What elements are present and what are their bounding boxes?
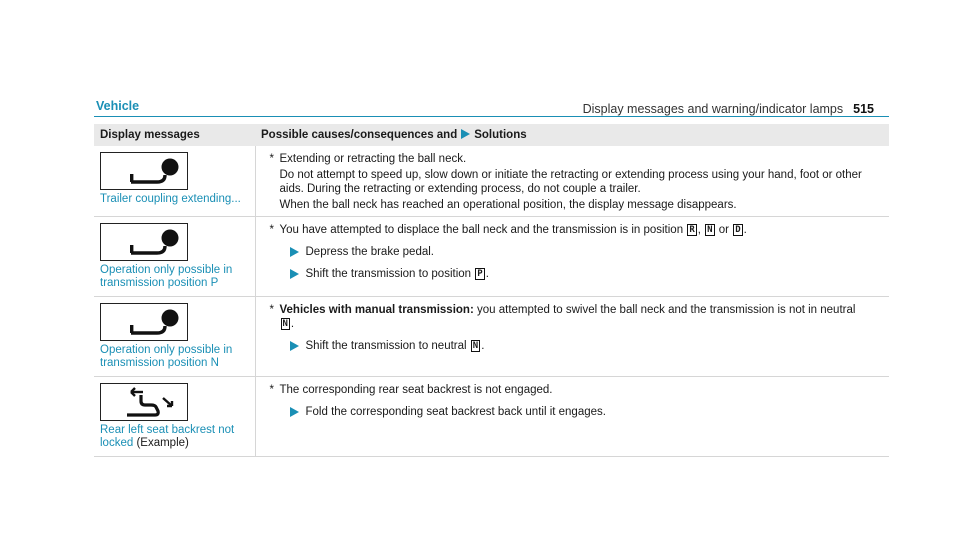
sentence-end: . — [743, 224, 747, 236]
causes-cell — [255, 146, 889, 217]
message-label-text: Rear left seat backrest not locked — [100, 424, 235, 449]
cause-star: * — [269, 384, 274, 396]
cause-block — [270, 223, 884, 237]
trailer-hitch-icon — [100, 223, 188, 261]
page-number: 515 — [853, 102, 874, 116]
causes-cell — [255, 377, 889, 457]
cause-text: You have attempted to displace the ball neck and the transmission is in position — [279, 224, 684, 236]
solution-step — [290, 339, 884, 353]
message-label-suffix: (Example) — [136, 437, 189, 449]
section-title: Vehicle — [96, 99, 140, 113]
display-message-cell — [94, 217, 255, 297]
solution-text: Shift the transmission to position — [305, 268, 472, 280]
cause-bold-lead: Vehicles with manual transmission: — [279, 304, 474, 316]
seat-backrest-icon — [100, 383, 188, 421]
message-label: Trailer coupling extending... — [100, 193, 241, 205]
section-rule — [94, 116, 889, 117]
gear-key-d: D — [735, 225, 741, 235]
cause-line: When the ball neck has reached an operational position, the display message disappears. — [279, 199, 737, 211]
cause-block — [270, 152, 884, 212]
col-header-causes — [255, 124, 889, 146]
table-row — [94, 297, 889, 377]
gear-key-r: R — [689, 225, 695, 235]
running-header-title: Display messages and warning/indicator lamps — [582, 102, 844, 116]
cause-line: Do not attempt to speed up, slow down or initiate the retracting or extending process using your hand, foot or other aids. During the retracting or extending process, do not couple a trailer. — [279, 169, 862, 195]
cause-line — [280, 223, 884, 237]
solution-text: Fold the corresponding seat backrest back until it engages. — [305, 406, 606, 418]
solution-arrow-icon — [290, 247, 299, 257]
causes-cell — [255, 297, 889, 377]
separator: , — [697, 224, 701, 236]
table-row — [94, 146, 889, 217]
separator: or — [718, 224, 729, 236]
sentence-end: . — [481, 340, 485, 352]
col-header-display-messages: Display messages — [94, 124, 255, 146]
table-row — [94, 217, 889, 297]
trailer-hitch-icon — [100, 152, 188, 190]
display-message-cell — [94, 146, 255, 217]
message-label: Operation only possible in transmission position P — [100, 264, 233, 289]
display-message-cell — [94, 297, 255, 377]
cause-line: The corresponding rear seat backrest is not engaged. — [279, 384, 553, 396]
gear-key-n: N — [472, 341, 479, 351]
solution-step — [290, 405, 884, 419]
cause-star: * — [269, 224, 274, 236]
solution-arrow-icon — [290, 341, 299, 351]
table-header-row — [94, 124, 889, 146]
col-header-solutions: Solutions — [474, 129, 527, 141]
trailer-hitch-icon — [100, 303, 188, 341]
sentence-end: . — [290, 318, 295, 330]
cause-text: you attempted to swivel the ball neck and the transmission is not in neutral — [477, 304, 856, 316]
col-header-causes-prefix: Possible causes/consequences and — [261, 129, 458, 141]
solution-arrow-icon — [461, 129, 470, 139]
sentence-end: . — [485, 268, 489, 280]
display-messages-table — [94, 124, 889, 457]
message-label — [100, 424, 249, 450]
cause-block — [270, 303, 884, 331]
gear-key-n: N — [282, 319, 288, 329]
solution-arrow-icon — [290, 269, 299, 279]
gear-key-n: N — [707, 225, 713, 235]
cause-star: * — [269, 153, 274, 165]
message-label: Operation only possible in transmission position N — [100, 344, 233, 369]
running-header — [583, 102, 874, 116]
solution-text: Depress the brake pedal. — [305, 246, 434, 258]
gear-key-p: P — [477, 269, 483, 279]
table-row — [94, 377, 889, 457]
solution-arrow-icon — [290, 407, 299, 417]
cause-line — [280, 303, 884, 331]
display-message-cell — [94, 377, 255, 457]
cause-line: Extending or retracting the ball neck. — [279, 153, 467, 165]
cause-block — [270, 383, 884, 397]
solution-step — [290, 267, 884, 281]
causes-cell — [255, 217, 889, 297]
cause-star: * — [269, 304, 274, 316]
solution-text: Shift the transmission to neutral — [305, 340, 467, 352]
solution-step — [290, 245, 884, 259]
